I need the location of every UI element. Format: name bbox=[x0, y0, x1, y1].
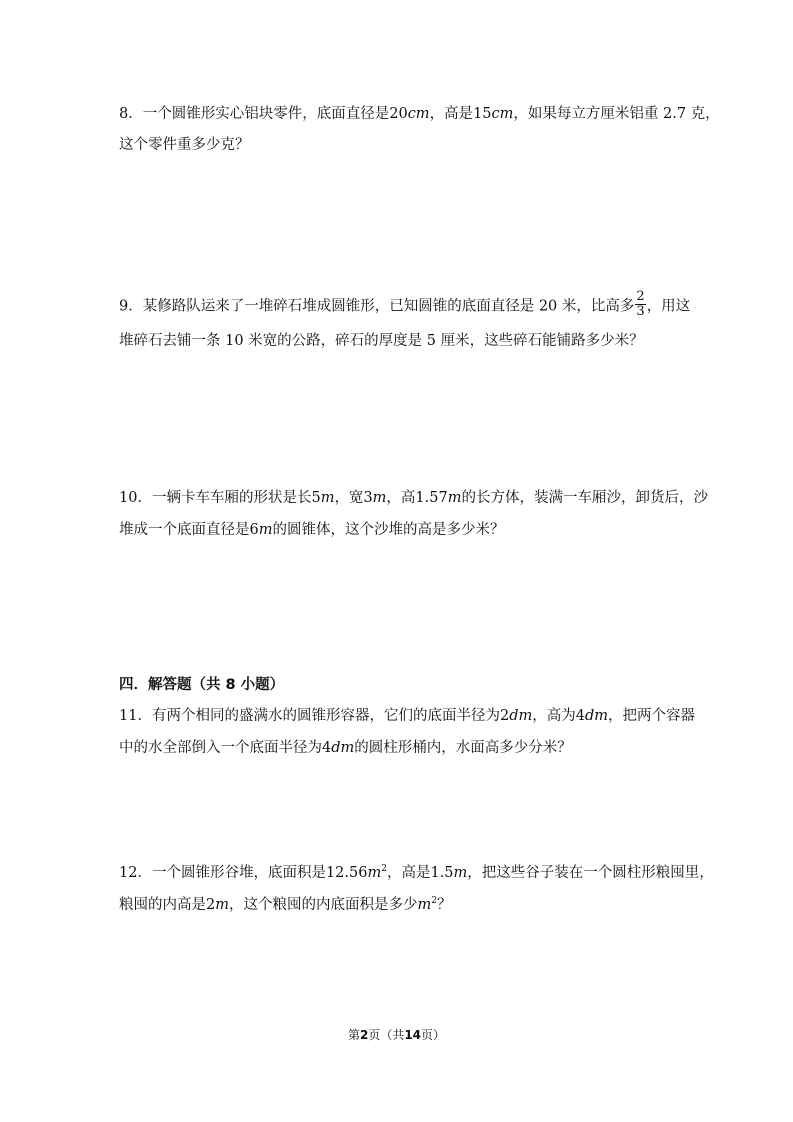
q10-text-2: ，宽 bbox=[334, 490, 364, 506]
q9-text-1: 9．某修路队运来了一堆碎石堆成圆锥形，已知圆锥的底面直径是 20 米，比高多 bbox=[119, 298, 635, 315]
q10-text-3: ，高 bbox=[386, 490, 416, 506]
q12-text-4: 粮囤的内高是 bbox=[119, 897, 206, 913]
q10-text-6: 的圆锥体，这个沙堆的高是多少米？ bbox=[272, 522, 505, 538]
q8-line-1 bbox=[119, 104, 720, 124]
q11-cylinder-radius-value: 4 bbox=[322, 740, 332, 756]
q10-height-unit: m bbox=[447, 490, 462, 506]
q11-line-1 bbox=[119, 706, 695, 726]
q10-diameter-unit: m bbox=[258, 522, 273, 538]
q10-line-2 bbox=[119, 520, 504, 540]
q10-diameter-value: 6 bbox=[249, 522, 259, 538]
q11-text-3: ，把两个容器 bbox=[608, 708, 696, 724]
q10-text-4: 的长方体，装满一车厢沙，卸货后，沙 bbox=[461, 490, 708, 506]
q11-text-4: 中的水全部倒入一个底面半径为 bbox=[119, 740, 322, 756]
footer-total-pages: 14 bbox=[404, 1028, 422, 1042]
q10-length-value: 5 bbox=[311, 490, 321, 506]
q10-height-value: 1.57 bbox=[415, 490, 448, 506]
q11-cylinder-radius-unit: dm bbox=[331, 740, 355, 756]
q12-line-2 bbox=[119, 895, 451, 915]
q8-diameter-unit: cm bbox=[407, 106, 430, 122]
q10-width-unit: m bbox=[372, 490, 387, 506]
section-heading: 四．解答题（共 8 小题） bbox=[119, 677, 285, 693]
q12-height-unit: m bbox=[453, 865, 468, 881]
q11-radius-value: 2 bbox=[499, 708, 510, 724]
q8-text-2: ，高是 bbox=[429, 106, 474, 122]
q11-radius-unit: dm bbox=[509, 708, 533, 724]
page-footer bbox=[0, 1026, 793, 1043]
footer-suffix: 页） bbox=[421, 1028, 446, 1042]
q11-text-5: 的圆柱形桶内，水面高多少分米？ bbox=[354, 740, 572, 756]
q8-height-unit: cm bbox=[491, 106, 514, 122]
q9-fraction bbox=[635, 290, 645, 319]
q9-fraction-numerator: 2 bbox=[636, 289, 645, 304]
q12-inner-height-value: 2 bbox=[206, 897, 216, 913]
q11-text-2: ，高为 bbox=[532, 708, 576, 724]
q11-height-unit: dm bbox=[584, 708, 609, 724]
q8-text-1: 8．一个圆锥形实心铝块零件，底面直径是 bbox=[119, 106, 390, 122]
q9-line-2: 堆碎石去铺一条 10 米宽的公路，碎石的厚度是 5 厘米，这些碎石能铺路多少米？ bbox=[119, 333, 644, 349]
q12-height-value: 1.5 bbox=[430, 865, 454, 881]
q12-text-2: ，高是 bbox=[386, 865, 431, 881]
q12-text-6: ？ bbox=[436, 897, 452, 913]
footer-page-number: 2 bbox=[359, 1028, 369, 1042]
q10-text-5: 堆成一个底面直径是 bbox=[119, 522, 250, 538]
q12-area-exponent: 2 bbox=[381, 864, 387, 874]
q8-text-3: ，如果每立方厘米铝重 2.7 克， bbox=[513, 106, 720, 122]
footer-prefix: 第 bbox=[347, 1028, 360, 1042]
q12-text-3: ，把这些谷子装在一个圆柱形粮囤里， bbox=[467, 865, 714, 881]
q9-line-1 bbox=[119, 289, 691, 321]
q12-question-exponent: 2 bbox=[431, 896, 437, 906]
q11-height-value: 4 bbox=[575, 708, 585, 724]
q12-line-1 bbox=[119, 863, 714, 883]
q12-inner-height-unit: m bbox=[215, 897, 229, 913]
q12-area-value: 12.56 bbox=[325, 865, 368, 881]
q12-area-unit: m bbox=[367, 865, 382, 881]
q12-question-unit: m bbox=[417, 897, 432, 913]
q10-line-1 bbox=[119, 488, 708, 508]
q8-height-value: 15 bbox=[473, 106, 492, 122]
q11-line-2 bbox=[119, 738, 572, 758]
q12-text-1: 12．一个圆锥形谷堆，底面积是 bbox=[119, 865, 326, 881]
q9-fraction-denominator: 3 bbox=[636, 304, 645, 319]
q8-line-2: 这个零件重多少克？ bbox=[119, 137, 250, 153]
q9-text-2: ，用这 bbox=[646, 298, 691, 315]
q10-text-1: 10．一辆卡车车厢的形状是长 bbox=[119, 490, 312, 506]
q10-width-value: 3 bbox=[363, 490, 373, 506]
q8-diameter-value: 20 bbox=[389, 106, 408, 122]
q11-text-1: 11．有两个相同的盛满水的圆锥形容器，它们的底面半径为 bbox=[119, 708, 500, 724]
q10-length-unit: m bbox=[320, 490, 335, 506]
footer-middle: 页（共 bbox=[368, 1028, 405, 1042]
q12-text-5: ，这个粮囤的内底面积是多少 bbox=[228, 897, 418, 913]
